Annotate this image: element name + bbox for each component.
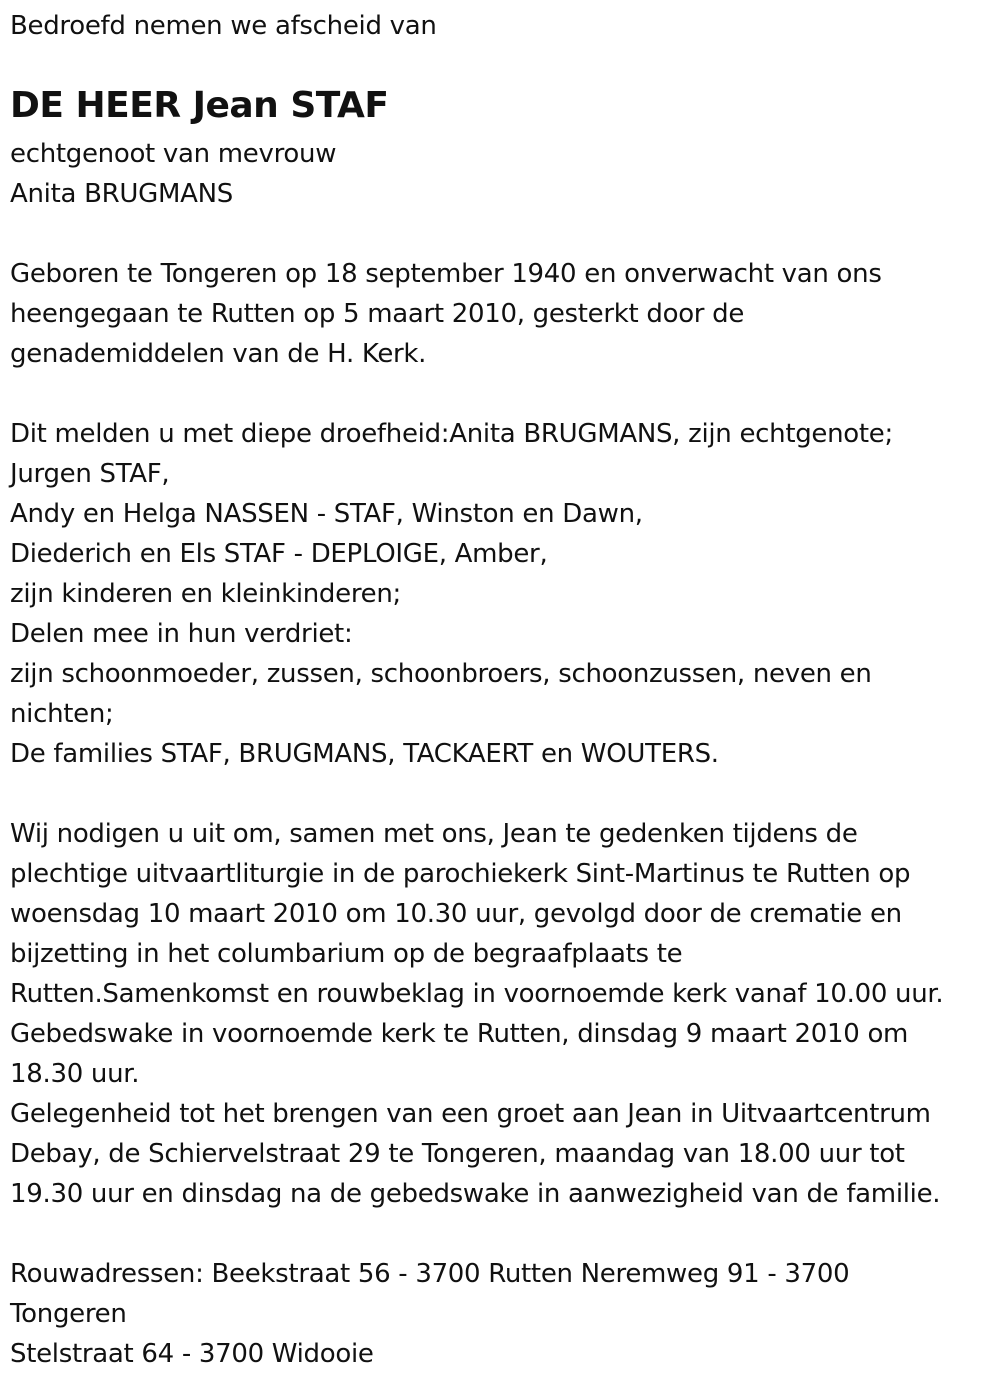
paragraph-line: Tongeren — [10, 1299, 127, 1329]
addresses-paragraph — [10, 1254, 849, 1374]
paragraph-line: Diederich en Els STAF - DEPLOIGE, Amber, — [10, 539, 548, 569]
paragraph-line: zijn kinderen en kleinkinderen; — [10, 579, 401, 609]
paragraph-line: Wij nodigen u uit om, samen met ons, Jean te gedenken tijdens de — [10, 819, 858, 849]
paragraph-line: Debay, de Schiervelstraat 29 te Tongeren, maandag van 18.00 uur tot — [10, 1139, 905, 1169]
paragraph-line: 19.30 uur en dinsdag na de gebedswake in aanwezigheid van de familie. — [10, 1179, 941, 1209]
paragraph-line: Gelegenheid tot het brengen van een groet aan Jean in Uitvaartcentrum — [10, 1099, 931, 1129]
paragraph-line: Dit melden u met diepe droefheid:Anita BRUGMANS, zijn echtgenote; — [10, 419, 893, 449]
spouse-line: Anita BRUGMANS — [10, 179, 233, 209]
paragraph-line: Rouwadressen: Beekstraat 56 - 3700 Rutten Neremweg 91 - 3700 — [10, 1259, 850, 1289]
paragraph-line: zijn schoonmoeder, zussen, schoonbroers, schoonzussen, neven en — [10, 659, 872, 689]
spouse-line: echtgenoot van mevrouw — [10, 139, 337, 169]
paragraph-line: bijzetting in het columbarium op de begraafplaats te — [10, 939, 683, 969]
paragraph-line: Rutten.Samenkomst en rouwbeklag in voornoemde kerk vanaf 10.00 uur. — [10, 979, 944, 1009]
paragraph-line: Geboren te Tongeren op 18 september 1940 en onverwacht van ons — [10, 259, 882, 289]
paragraph-line: plechtige uitvaartliturgie in de parochiekerk Sint-Martinus te Rutten op — [10, 859, 911, 889]
paragraph-line: woensdag 10 maart 2010 om 10.30 uur, gevolgd door de crematie en — [10, 899, 902, 929]
birth-death-paragraph — [10, 254, 882, 374]
paragraph-line: Andy en Helga NASSEN - STAF, Winston en Dawn, — [10, 499, 643, 529]
paragraph-line: Stelstraat 64 - 3700 Widooie — [10, 1339, 374, 1369]
paragraph-line: De families STAF, BRUGMANS, TACKAERT en WOUTERS. — [10, 739, 719, 769]
paragraph-line: Gebedswake in voornoemde kerk te Rutten, dinsdag 9 maart 2010 om — [10, 1019, 909, 1049]
paragraph-line: Jurgen STAF, — [10, 459, 170, 489]
paragraph-line: 18.30 uur. — [10, 1059, 140, 1089]
service-paragraph — [10, 814, 943, 1214]
family-paragraph — [10, 414, 893, 774]
paragraph-line: Delen mee in hun verdriet: — [10, 619, 353, 649]
paragraph-line: nichten; — [10, 699, 114, 729]
spouse-block — [10, 134, 336, 214]
intro-text: Bedroefd nemen we afscheid van — [10, 11, 437, 41]
paragraph-line: heengegaan te Rutten op 5 maart 2010, gesterkt door de — [10, 299, 745, 329]
paragraph-line: genademiddelen van de H. Kerk. — [10, 339, 427, 369]
deceased-name: DE HEER Jean STAF — [10, 85, 389, 126]
